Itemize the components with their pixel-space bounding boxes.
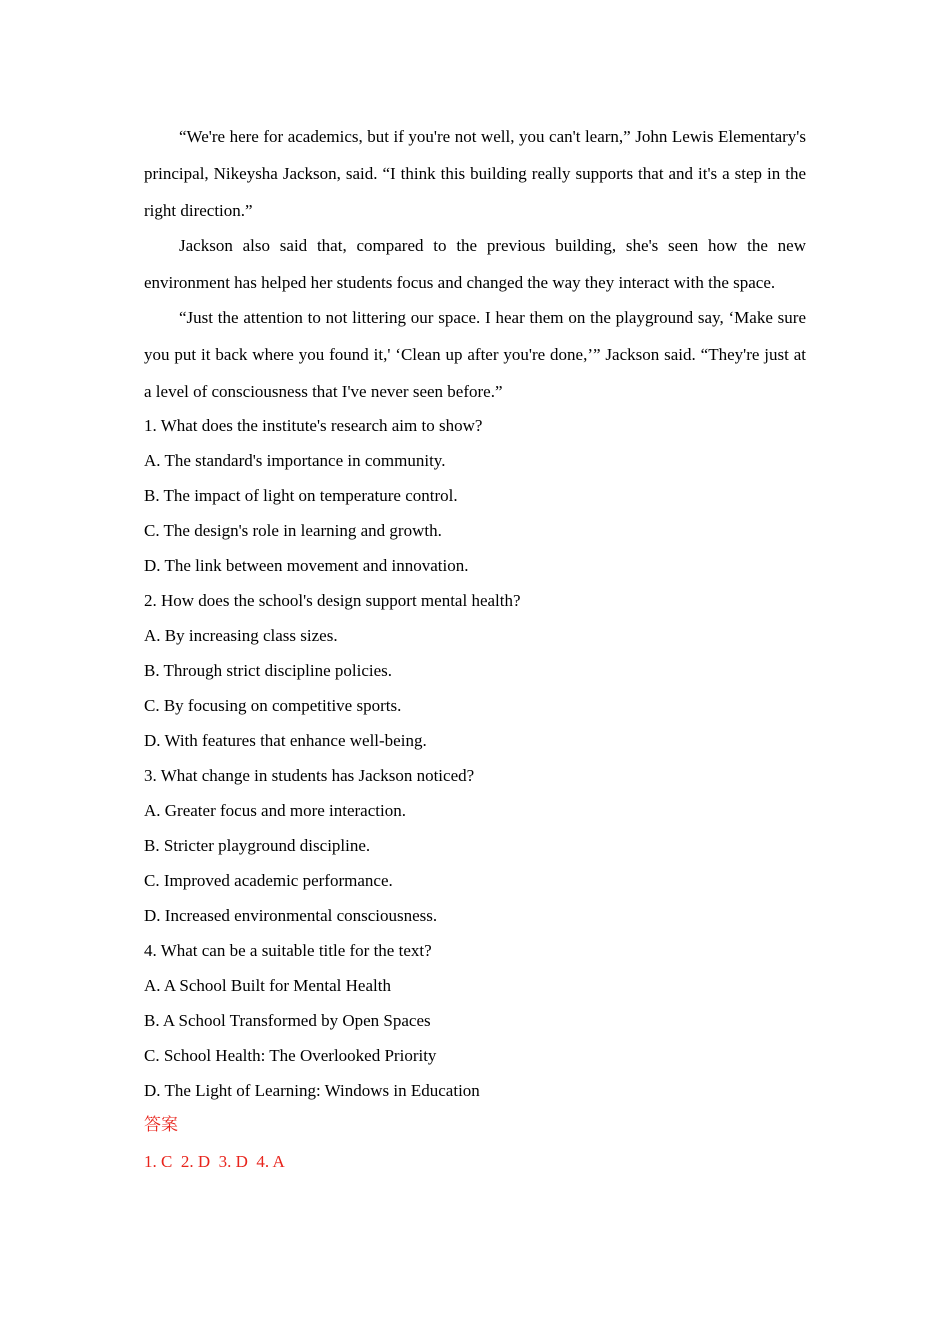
option-c: C. School Health: The Overlooked Priority (144, 1046, 437, 1065)
answer-key: 1. C 2. D 3. D 4. A (144, 1152, 285, 1171)
passage-paragraph-2: Jackson also said that, compared to the previous building, she's seen how the new environment has helped her students focus and changed the way they interact with the space. (144, 236, 806, 292)
question-2 (144, 583, 806, 758)
option-d: D. The Light of Learning: Windows in Education (144, 1081, 480, 1100)
option-a: A. The standard's importance in community. (144, 451, 446, 470)
document-page (144, 118, 806, 1181)
option-d: D. The link between movement and innovation. (144, 556, 469, 575)
option-c: C. Improved academic performance. (144, 871, 393, 890)
option-d: D. Increased environmental consciousness. (144, 906, 438, 925)
question-3 (144, 758, 806, 933)
passage-paragraph-3: “Just the attention to not littering our space. I hear them on the playground say, ‘Make sure you put it back where you found it,' ‘Clean up after you're done,’” Jackson said. “They're just at a level of consciousness that I've never seen before.” (144, 308, 806, 401)
option-a: A. A School Built for Mental Health (144, 976, 391, 995)
option-d: D. With features that enhance well-being. (144, 731, 427, 750)
option-c: C. The design's role in learning and growth. (144, 521, 442, 540)
question-stem: 1. What does the institute's research aim to show? (144, 416, 483, 435)
answer-heading: 答案 (144, 1115, 178, 1135)
option-b: B. Stricter playground discipline. (144, 836, 371, 855)
option-c: C. By focusing on competitive sports. (144, 696, 402, 715)
option-b: B. A School Transformed by Open Spaces (144, 1011, 431, 1030)
question-stem: 4. What can be a suitable title for the text? (144, 941, 432, 960)
option-a: A. Greater focus and more interaction. (144, 801, 406, 820)
question-stem: 3. What change in students has Jackson noticed? (144, 766, 475, 785)
option-b: B. Through strict discipline policies. (144, 661, 393, 680)
answer-section (144, 1108, 806, 1181)
question-1 (144, 408, 806, 583)
option-b: B. The impact of light on temperature control. (144, 486, 458, 505)
option-a: A. By increasing class sizes. (144, 626, 338, 645)
passage-paragraph-1: “We're here for academics, but if you're not well, you can't learn,” John Lewis Elementary's principal, Nikeysha Jackson, said. “I think this building really supports that and it's a step in the right direction.” (144, 127, 806, 220)
question-stem: 2. How does the school's design support mental health? (144, 591, 521, 610)
question-4 (144, 933, 806, 1108)
